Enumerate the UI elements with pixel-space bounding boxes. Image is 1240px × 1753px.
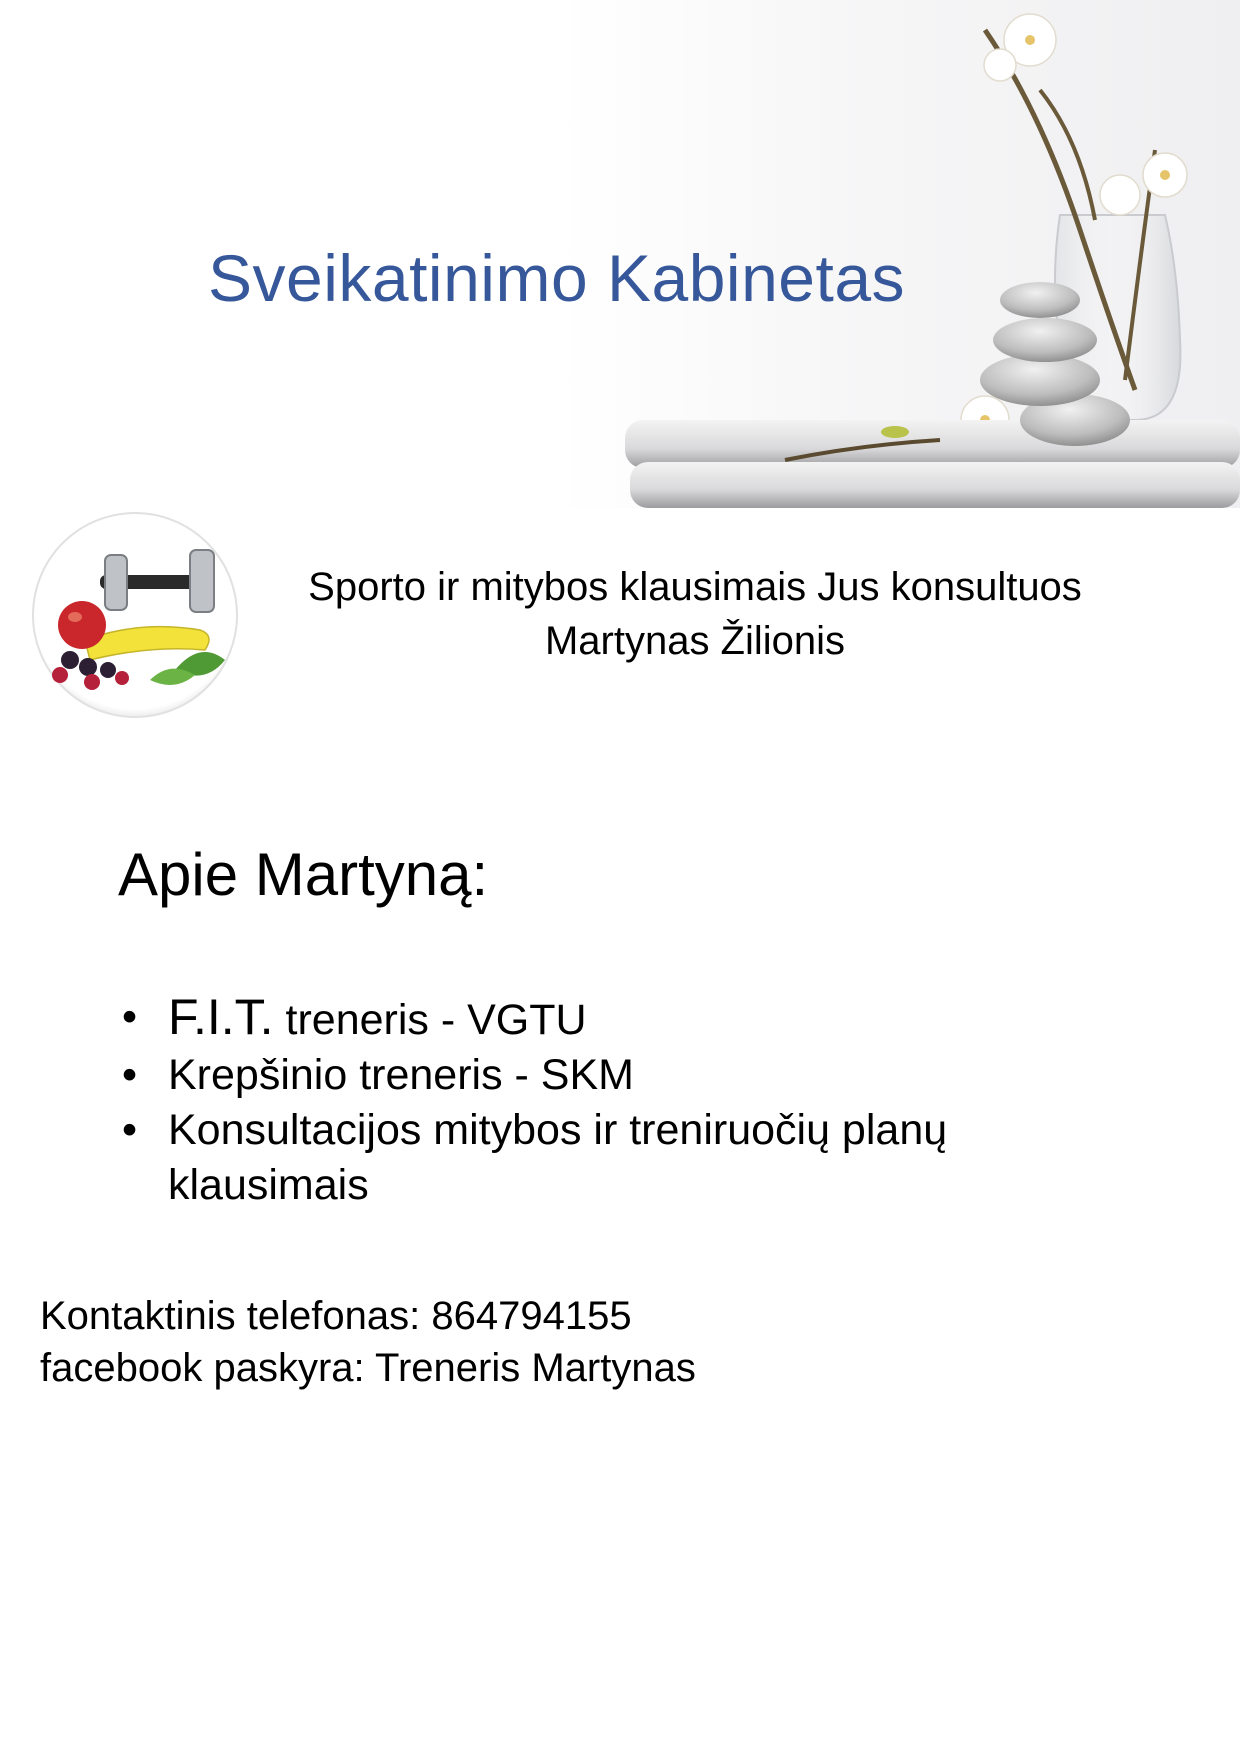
list-item: [118, 1103, 1038, 1213]
qualification-text: treneris - VGTU: [273, 996, 587, 1044]
qualification-lead: F.I.T.: [168, 989, 274, 1045]
bullet-icon: •: [122, 993, 138, 1041]
intro-line-1: Sporto ir mitybos klausimais Jus konsultuos: [308, 565, 1082, 609]
list-item: [118, 1048, 1078, 1103]
page-title: Sveikatinimo Kabinetas: [208, 241, 906, 315]
qualifications-list: [118, 990, 1078, 1213]
phone-line: Kontaktinis telefonas: 864794155: [40, 1294, 632, 1338]
qualification-text: Konsultacijos mitybos ir treniruočių planų klausimais: [168, 1106, 948, 1209]
contact-info: [40, 1290, 696, 1394]
facebook-line: facebook paskyra: Treneris Martynas: [40, 1346, 696, 1390]
bullet-icon: •: [122, 1051, 138, 1099]
bullet-icon: •: [122, 1106, 138, 1154]
consultant-intro: [250, 560, 1140, 668]
list-item: [118, 990, 1078, 1048]
about-heading: Apie Martyną:: [118, 841, 489, 908]
qualification-text: Krepšinio treneris - SKM: [168, 1051, 634, 1099]
intro-line-2: Martynas Žilionis: [544, 619, 846, 663]
header-banner: [0, 0, 1240, 508]
fitness-nutrition-logo-icon: [30, 510, 240, 720]
